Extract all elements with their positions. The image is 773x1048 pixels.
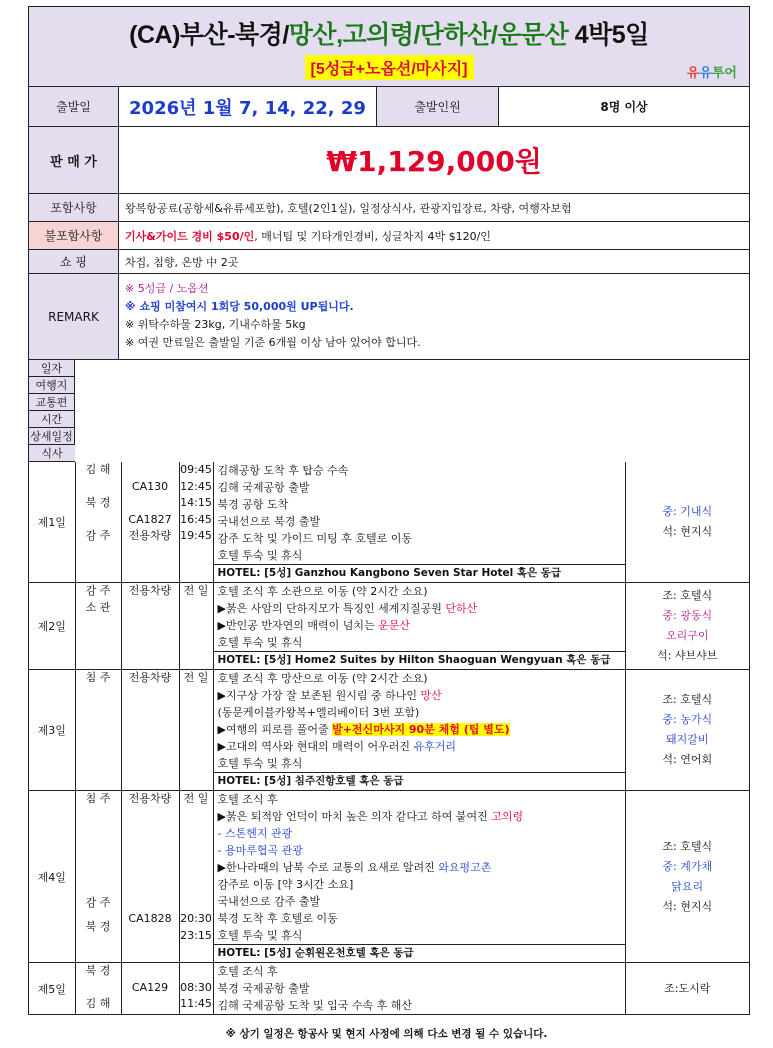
day-cities: 감 주 소 관 [75,583,121,670]
col-city: 여행지 [29,377,75,394]
day-cities: 김 해 북 경 감 주 [75,462,121,583]
day-transport: 전용차량 [121,670,179,791]
day-label: 제3일 [29,670,75,791]
day-label: 제4일 [29,791,75,963]
itinerary-header [29,360,749,462]
day-meals: 조: 호텔식 중: 광동식 오리구이 석: 샤브샤브 [625,583,749,670]
day-cities: 침 주 감 주 북 경 [75,791,121,963]
day-meals: 조:도시락 [664,981,711,995]
title-bar [29,7,749,87]
tour-subtitle: [5성급+노옵션/마사지] [305,55,474,80]
col-day: 일자 [29,360,75,377]
day-transport: CA129 [121,963,179,1015]
day-meals: 중: 기내식 석: 현지식 [625,462,749,583]
itinerary-table [29,360,749,1014]
day-times: 전 일 20:30 23:15 [179,791,213,963]
day-hotel: HOTEL: [5성] 침주진항호텔 혹은 동급 [214,772,625,790]
itinerary-day-row [29,462,749,583]
departure-dates: 2026년 1월 7, 14, 22, 29 [119,87,377,127]
day-meals: 조: 호텔식 중: 계가채 닭요리 석: 현지식 [625,791,749,963]
price-label: 판 매 가 [29,127,119,193]
shopping-label: 쇼 핑 [29,250,119,273]
col-schedule: 상세일정 [29,428,75,445]
tour-sheet [28,6,750,1015]
excluded-row [29,222,749,250]
day-schedule: 호텔 조식 후 망산으로 이동 (약 2시간 소요) ▶지구상 가장 잘 보존된 원시림 중 하나인 망산 (동문케이블카왕복+엘리베이터 3번 포함) ▶여행의 피로를 풀어줄 발+전신마사지 90분 체험 (팁 별도) ▶고대의 역사와 현대의 매력이 어우러진 유후거리 호텔 투숙 및 휴식 HOTEL: [5성] 침주진항호텔 혹은 동급 [213,670,625,791]
itinerary-day-row [29,670,749,791]
itinerary-day-row [29,583,749,670]
price-value: ₩1,129,000원 [326,145,542,178]
tour-title [29,15,749,51]
excluded-label: 불포함사항 [29,222,119,249]
col-time: 시간 [29,411,75,428]
day-times: 08:30 11:45 [179,963,213,1015]
remark-label: REMARK [29,274,119,359]
title-prefix: (CA)부산-북경/ [129,21,289,49]
included-value: 왕복항공료(공항세&유류세포함), 호텔(2인1실), 일정상식사, 관광지입장료, 차량, 여행자보험 [125,201,572,215]
day-meals: 조: 호텔식 중: 농가식 돼지갈비 석: 연어회 [625,670,749,791]
footer-note: ※ 상기 일정은 항공사 및 현지 사정에 의해 다소 변경 될 수 있습니다. [225,1028,548,1040]
shopping-row [29,250,749,274]
remark-line: ※ 5성급 / 노옵션 [125,282,209,295]
remark-line: ※ 위탁수하물 23kg, 기내수하물 5kg [125,318,306,331]
included-label: 포함사항 [29,194,119,221]
departure-row [29,87,749,127]
shopping-value: 차집, 침향, 온방 中 2곳 [125,255,239,269]
remark-line: ※ 여권 만료일은 출발일 기준 6개월 이상 남아 있어야 합니다. [125,336,421,349]
day-label: 제1일 [29,462,75,583]
company-logo: 유유투어 [686,65,737,80]
day-cities: 북 경 김 해 [75,963,121,1015]
remark-line: ※ 쇼핑 미참여시 1회당 50,000원 UP됩니다. [125,300,354,313]
day-times: 09:45 12:45 14:15 16:45 19:45 [179,462,213,583]
day-transport: 전용차량 [121,583,179,670]
day-hotel: HOTEL: [5성] Ganzhou Kangbono Seven Star Hotel 혹은 동급 [214,564,625,582]
day-hotel: HOTEL: [5성] 순휘원온천호텔 혹은 동급 [214,944,625,962]
day-schedule: 호텔 조식 후 ▶붉은 퇴적암 언덕이 마치 높은 의자 같다고 하여 붙여진 고의령 - 스톤헨지 관광 - 용마루협곡 관광 ▶한나라때의 남북 수로 교통의 요새로 알려진 와요평고촌 감주로 이동 [약 3시간 소요] 국내선으로 감주 출발 북경 도착 후 호텔로 이동 호텔 투숙 및 휴식 HOTEL: [5성] 순휘원온천호텔 혹은 동급 [213,791,625,963]
day-schedule: 호텔 조식 후 소관으로 이동 (약 2시간 소요) ▶붉은 사암의 단하지모가 특징인 세계지질공원 단하산 ▶반인공 반자연의 매력이 넘치는 운문산 호텔 투숙 및 휴식 HOTEL: [5성] Home2 Suites by Hilton Shaoguan Wengyuan 혹은 동급 [213,583,625,670]
day-schedule: 호텔 조식 후 북경 국제공항 출발 김해 국제공항 도착 및 입국 수속 후 해산 [213,963,625,1015]
excluded-value: 기사&가이드 경비 $50/인 , 매너팁 및 기타개인경비, 싱글차지 4박 $120/인 [125,229,491,243]
remark-lines [119,274,749,359]
day-transport: CA130 CA1827 전용차량 [121,462,179,583]
day-label: 제5일 [29,963,75,1015]
col-transport: 교통편 [29,394,75,411]
itinerary-day-row [29,963,749,1015]
remark-row [29,274,749,360]
col-meals: 식사 [29,445,75,462]
day-label: 제2일 [29,583,75,670]
included-row [29,194,749,222]
pax-value: 8명 이상 [600,100,648,114]
day-cities: 침 주 [75,670,121,791]
price-row [29,127,749,194]
day-times: 전 일 [179,583,213,670]
departure-label: 출발일 [29,87,119,126]
day-transport: 전용차량 CA1828 [121,791,179,963]
pax-label: 출발인원 [377,87,499,126]
title-destinations: 망산,고의령/단하산/운문산 [288,21,569,49]
itinerary-day-row [29,791,749,963]
title-duration: 4박5일 [568,21,649,49]
day-times: 전 일 [179,670,213,791]
day-hotel: HOTEL: [5성] Home2 Suites by Hilton Shaoguan Wengyuan 혹은 동급 [214,651,625,669]
day-schedule: 김해공항 도착 후 탑승 수속 김해 국제공항 출발 북경 공항 도착 국내선으로 북경 출발 감주 도착 및 가이드 미팅 후 호텔로 이동 호텔 투숙 및 휴식 HOTEL: [5성] Ganzhou Kangbono Seven Star Hotel 혹은 동급 [213,462,625,583]
